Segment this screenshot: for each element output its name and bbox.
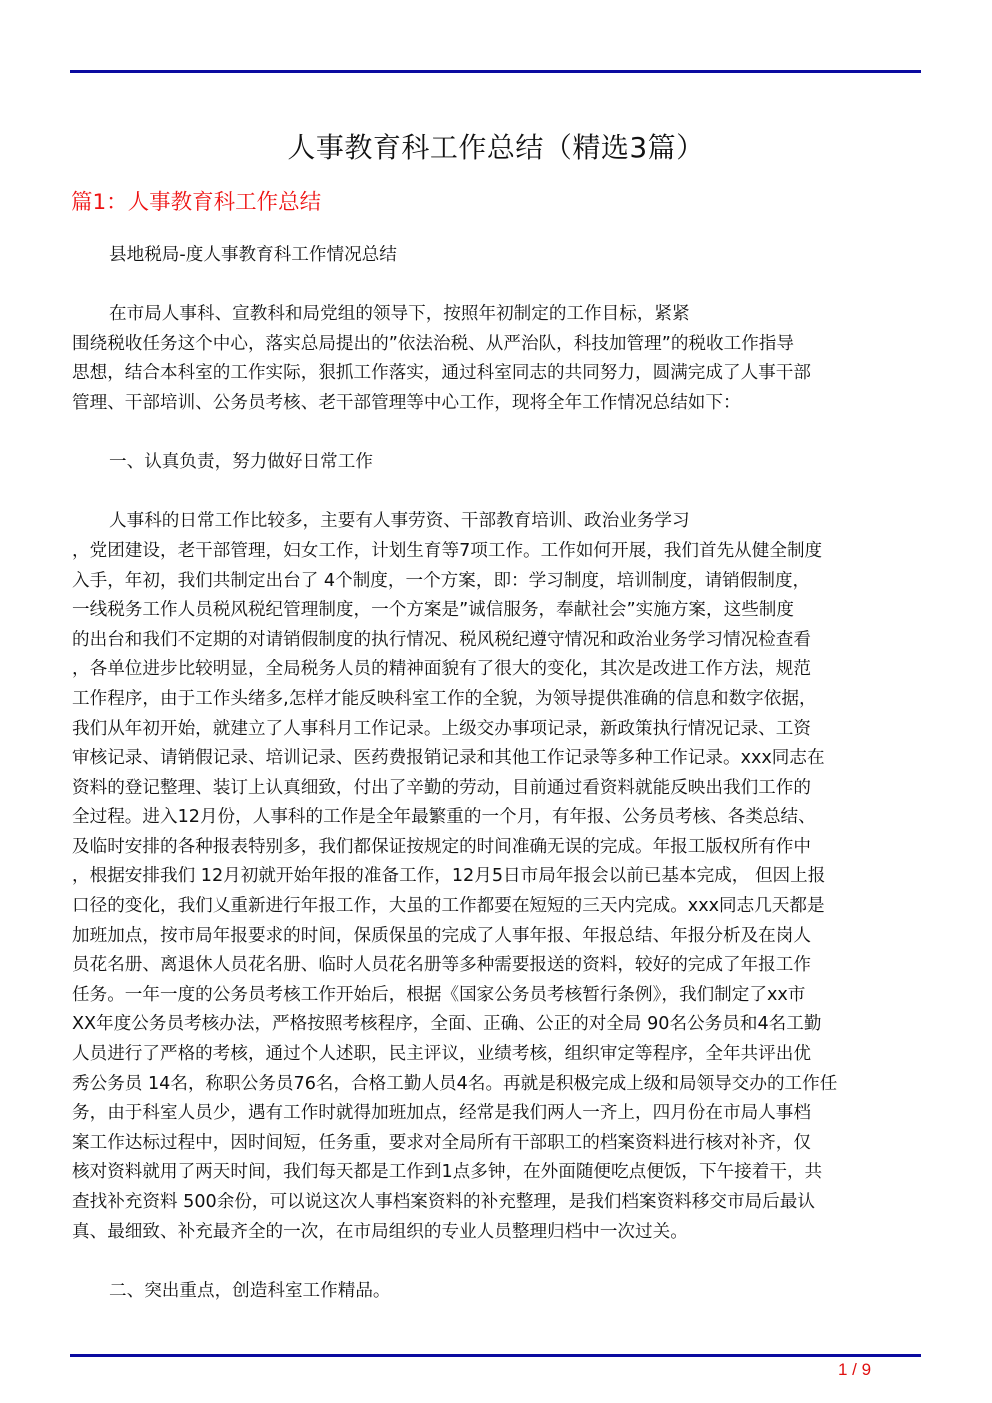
text-line: 查找补充资料 500余份，可以说这次人事档案资料的补充整理，是我们档案资料移交市局后最认 [72,1192,815,1212]
text-line: 人事科的日常工作比较多，主要有人事劳资、干部教育培训、政治业务学习 [109,511,690,532]
text-line: 资料的登记整理、装订上认真细致，付出了辛勤的劳动，目前通过看资料就能反映出我们工作的 [72,777,811,798]
heading-two: 二、突出重点，创造科室工作精品。 [109,1280,391,1301]
text-line: 的出台和我们不定期的对请销假制度的执行情况、税风税纪遵守情况和政治业务学习情况检查看 [72,629,811,650]
text-line: 核对资料就用了两天时间，我们每天都是工作到1点多钟，在外面随便吃点便饭，下午接着干，共 [72,1162,823,1183]
intro-paragraph [72,300,922,418]
text-line: ，根据安排我们 12月初就开始年报的准备工作，12月5日市局年报会以前已基本完成， 但因上报 [72,866,826,887]
text-line: 口径的变化，我们乂重新进行年报工作，大虽的工作都要在短短的三天内完成。xxx同志几天都是 [72,896,825,917]
text-line: 案工作达标过程中，因时间短，任务重，要求对全局所有干部职工的档案资料进行核对补齐，仅 [72,1132,811,1153]
text-line: 工作程序，由于工作头绪多,怎样才能反映科室工作的全貌，为领导提供准确的信息和数字依据， [72,688,817,709]
footer-rule [70,1354,921,1357]
text-line: ，各单位进步比较明显，全局税务人员的精神面貌有了很大的变化，其次是改进工作方法，规范 [72,659,811,680]
text-line: 管理、干部培训、公务员考核、老干部管理等中心工作，现将全年工作情况总结如下： [72,392,741,413]
text-line: 员花名册、离退休人员花名册、临时人员花名册等多种需要报送的资料，较好的完成了年报工作 [72,955,811,976]
text-line: 入手，年初，我们共制定出台了 4个制度，一个方案，即：学习制度，培训制度，请销假制度， [72,570,811,591]
text-line: 思想，结合本科室的工作实际，狠抓工作落实，通过科室同志的共同努力，圆满完成了人事干部 [72,363,811,384]
header-rule [70,70,921,73]
text-line: 人员进行了严格的考核，通过个人述职，民主评议，业绩考核，组织审定等程序，全年共评出优 [72,1044,811,1065]
text-line: 在市局人事科、宣教科和局党组的领导下，按照年初制定的工作目标，紧紧 [109,304,690,325]
section-heading: 篇1：人事教育科工作总结 [71,190,322,215]
text-line: ，党团建设，老干部管理，妇女工作，计划生育等7项工作。工作如何开展，我们首先从健全制度 [72,540,823,561]
text-line: 务，由于科室人员少，遇有工作时就得加班加点，经常是我们两人一齐上，四月份在市局人事档 [72,1103,811,1124]
text-line: 我们从年初开始，就建立了人事科月工作记录。上级交办事项记录，新政策执行情况记录、工资 [72,718,811,739]
text-line: XX年度公务员考核办法，严格按照考核程序，全面、正确、公正的对全局 90名公务员和4名工勤 [72,1014,822,1035]
text-line: 及临时安排的各种报表特别多，我们都保证按规定的时间准确无误的完成。年报工版权所有作中 [72,836,811,857]
subtitle: 县地税局-度人事教育科工作情况总结 [109,245,397,265]
document-title: 人事教育科工作总结（精选3篇） [287,131,705,164]
text-line: 审核记录、请销假记录、培训记录、医药费报销记录和其他工作记录等多种工作记录。xxx同志在 [72,748,825,769]
text-line: 秀公务员 14名，称职公务员76名，合格工勤人员4名。再就是积极完成上级和局领导交办的工作任 [72,1073,838,1094]
text-line: 围绕税收任务这个中心，落实总局提出的”依法治税、从严治队，科技加管理”的税收工作指导 [72,333,794,354]
body-paragraph [72,507,922,1247]
document-body [72,241,922,1336]
heading-one: 一、认真负责，努力做好日常工作 [109,452,373,473]
text-line: 一线税务工作人员税风税纪管理制度，一个方案是”诚信服务，奉献社会”实施方案，这些制度 [72,600,794,621]
text-line: 全过程。进入12月份，人事科的工作是全年最繁重的一个月，有年报、公务员考核、各类总结、 [72,807,816,828]
text-line: 加班加点，按市局年报要求的时间，保质保虽的完成了人事年报、年报总结、年报分析及在岗人 [72,925,811,946]
text-line: 真、最细致、补充最齐全的一次，在市局组织的专业人员整理归档中一次过关。 [72,1221,688,1242]
page-number: 1 / 9 [838,1360,872,1379]
text-line: 任务。一年一度的公务员考核工作开始后，根据《国家公务员考核暂行条例》，我们制定了xx市 [72,984,806,1005]
